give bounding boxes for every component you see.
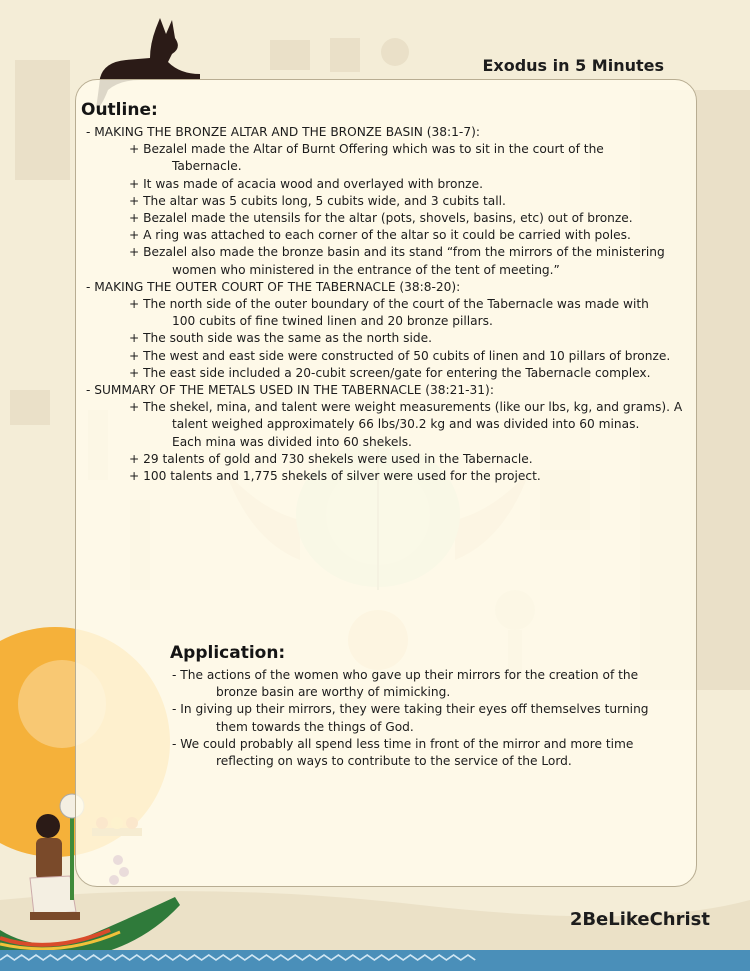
outline-list xyxy=(86,124,690,485)
outline-item: + It was made of acacia wood and overlayed with bronze. xyxy=(129,176,483,191)
outline-item: + The west and east side were constructed of 50 cubits of linen and 10 pillars of bronze. xyxy=(129,348,671,363)
outline-item: + Bezalel made the utensils for the altar (pots, shovels, basins, etc) out of bronze. xyxy=(129,211,633,226)
outline-item: + The east side included a 20-cubit screen/gate for entering the Tabernacle complex. xyxy=(129,365,651,380)
outline-item: + Bezalel also made the bronze basin and its stand “from the mirrors of the ministering xyxy=(129,245,665,260)
application-item: - The actions of the women who gave up their mirrors for the creation of the xyxy=(172,668,639,682)
application-heading: Application: xyxy=(170,643,286,663)
application-list xyxy=(172,667,672,770)
outline-item: + The shekel, mina, and talent were weight measurements (like our lbs, kg, and grams). A xyxy=(129,400,683,415)
outline-item-continuation: 100 cubits of fine twined linen and 20 bronze pillars. xyxy=(172,314,493,329)
outline-item: + A ring was attached to each corner of the altar so it could be carried with poles. xyxy=(129,228,631,243)
application-item-continuation: them towards the things of God. xyxy=(216,719,414,734)
outline-item: + Bezalel made the Altar of Burnt Offering which was to sit in the court of the xyxy=(129,142,604,157)
outline-heading: Outline: xyxy=(81,100,158,120)
bottom-wave-stripe xyxy=(0,950,750,971)
outline-item: + 29 talents of gold and 730 shekels were used in the Tabernacle. xyxy=(129,451,533,466)
outline-section-bronze-altar: - MAKING THE BRONZE ALTAR AND THE BRONZE BASIN (38:1-7): xyxy=(86,125,480,139)
application-item: - We could probably all spend less time in front of the mirror and more time xyxy=(172,736,634,751)
outline-item-continuation: Each mina was divided into 60 shekels. xyxy=(172,434,412,449)
outline-section-metals: - SUMMARY OF THE METALS USED IN THE TABERNACLE (38:21-31): xyxy=(86,383,494,398)
outline-item-continuation: Tabernacle. xyxy=(172,159,242,174)
outline-item-continuation: women who ministered in the entrance of the tent of meeting.” xyxy=(172,262,560,277)
outline-item: + The altar was 5 cubits long, 5 cubits wide, and 3 cubits tall. xyxy=(129,193,506,208)
outline-item: + 100 talents and 1,775 shekels of silver were used for the project. xyxy=(129,469,541,484)
outline-item: + The north side of the outer boundary of the court of the Tabernacle was made with xyxy=(129,297,649,312)
outline-item: + The south side was the same as the north side. xyxy=(129,331,432,346)
application-item-continuation: bronze basin are worthy of mimicking. xyxy=(216,685,451,700)
application-item-continuation: reflecting on ways to contribute to the service of the Lord. xyxy=(216,754,572,769)
outline-section-outer-court: - MAKING THE OUTER COURT OF THE TABERNACLE (38:8-20): xyxy=(86,279,461,294)
application-item: - In giving up their mirrors, they were taking their eyes off themselves turning xyxy=(172,702,649,717)
outline-item-continuation: talent weighed approximately 66 lbs/30.2 kg and was divided into 60 minas. xyxy=(172,417,640,432)
brand-logo-text: 2BeLikeChrist xyxy=(569,909,710,930)
page-title: Exodus in 5 Minutes xyxy=(482,56,664,75)
